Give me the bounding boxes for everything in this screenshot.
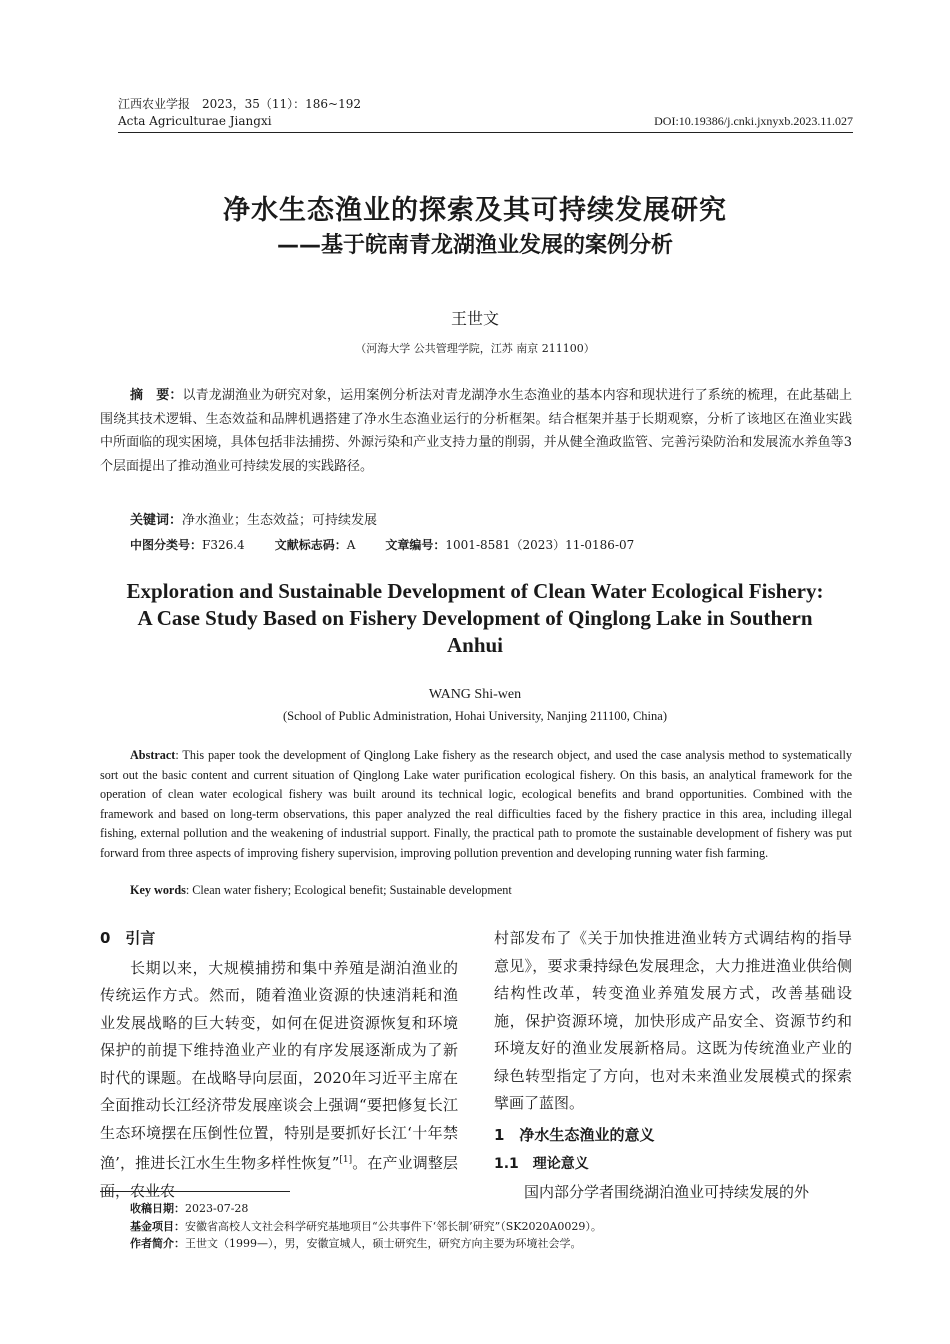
article-no-label: 文章编号： — [385, 538, 446, 552]
para-text: 长期以来，大规模捕捞和集中养殖是湖泊渔业的传统运作方式。然而，随着渔业资源的快速消耗和渔业发展战略的巨大转变，如何在促进资源恢复和环境保护的前提下维持渔业产业的有序发展逐渐成为了新时代的课题。在战略导向层面，2020年习近平主席在全面推动长江经济带发展座谈会上强调“要把修复长江生态环境摆在压倒性位置，特别是要抓好长江‘十年禁渔’，推进长江水生生物多样性恢复” — [100, 958, 458, 1172]
author-bio-label: 作者简介： — [130, 1237, 185, 1250]
fund-label: 基金项目： — [130, 1219, 185, 1233]
article-no-value: 1001-8581（2023）11-0186-07 — [445, 538, 635, 552]
keywords-zh-label: 关键词： — [130, 513, 183, 528]
keywords-zh-text: 净水渔业；生态效益；可持续发展 — [182, 513, 378, 528]
received-label: 收稿日期： — [130, 1202, 185, 1215]
footnote-rule — [100, 1191, 290, 1192]
section-0-heading: 0 引言 — [100, 929, 156, 947]
continued-paragraph: 村部发布了《关于加快推进渔业转方式调结构的指导意见》，要求秉持绿色发展理念，大力推进渔业供给侧结构性改革，转变渔业养殖发展方式，改善基础设施，保护资源环境，加快形成产品安全、资源节约和环境友好的渔业发展新格局。这既为传统渔业产业的绿色转型指定了方向，也对未来渔业发展模式的探索擘画了蓝图。 — [494, 929, 852, 1112]
section-0-paragraph — [100, 955, 458, 1206]
abstract-en-text: : This paper took the development of Qinglong Lake fishery as the research object, and used the case analysis method to systematically sort out the basic content and current situation of Qinglong Lake water purification ecological fishery. On this basis, an analytical framework for the operation of clean water ecological fishery was built around its technical logic, ecological benefits and brand opportunities. Combined with the framework and based on long-term observations, this paper analyzed the real difficulties faced by the fishery practice in this area, including illegal fishing, external pollution and the weakening of industrial support. Finally, the practical path to promote the sustainable development of fishery was put forward from three aspects of improving fishery supervision, improving pollution prevention and developing running water fish farming. — [100, 748, 852, 860]
section-1-1-paragraph: 国内部分学者围绕湖泊渔业可持续发展的外 — [524, 1182, 810, 1201]
affiliation-zh: （河海大学 公共管理学院，江苏 南京 211100） — [355, 342, 595, 355]
journal-name-en: Acta Agriculturae Jiangxi — [118, 114, 272, 128]
doc-code-value: A — [346, 538, 356, 552]
doi[interactable]: DOI:10.19386/j.cnki.jxnyxb.2023.11.027 — [654, 114, 853, 128]
keywords-zh — [130, 509, 377, 528]
classification-line — [130, 536, 634, 553]
author-bio-value: 王世文（1999—），男，安徽宣城人，硕士研究生，研究方向主要为环境社会学。 — [185, 1237, 582, 1250]
keywords-en-label: Key words — [130, 883, 186, 897]
abstract-zh-label: 摘 要： — [130, 388, 183, 403]
header-rule — [118, 132, 853, 133]
abstract-zh — [100, 384, 852, 478]
citation[interactable]: [1] — [339, 1155, 353, 1165]
author-zh: 王世文 — [450, 309, 499, 328]
doc-code-label: 文献标志码： — [274, 538, 347, 552]
body-left-column — [100, 925, 458, 1205]
affiliation-en: (School of Public Administration, Hohai University, Nanjing 211100, China) — [283, 709, 667, 723]
para-text-cont: 。在产业调整层面，农业农 — [100, 1154, 458, 1200]
keywords-en-text: : Clean water fishery; Ecological benefit; Sustainable development — [185, 883, 512, 897]
fund-value: 安徽省高校人文社会科学研究基地项目“公共事件下‘邻长制’研究”（SK2020A0029）。 — [185, 1219, 602, 1233]
received-value: 2023-07-28 — [185, 1202, 249, 1215]
journal-name-zh: 江西农业学报 — [118, 97, 191, 111]
journal-header — [118, 96, 361, 130]
title-en-text: Exploration and Sustainable Development of Clean Water Ecological Fishery: A Case Study Based on Fishery Development of Qinglong Lake in Southern Anhui — [126, 579, 824, 657]
abstract-en-label: Abstract — [130, 748, 176, 762]
subtitle-zh: ——基于皖南青龙湖渔业发展的案例分析 — [276, 233, 673, 258]
abstract-zh-text: 以青龙湖渔业为研究对象，运用案例分析法对青龙湖净水生态渔业的基本内容和现状进行了系统的梳理，在此基础上围绕其技术逻辑、生态效益和品牌机遇搭建了净水生态渔业运行的分析框架。结合框架并基于长期观察，分析了该地区在渔业实践中所面临的现实困境，具体包括非法捕捞、外源污染和产业支持力量的削弱，并从健全渔政监管、完善污染防治和发展流水养鱼等3个层面提出了推动渔业可持续发展的实践路径。 — [100, 388, 852, 474]
clc-label: 中图分类号： — [130, 538, 203, 552]
volume-info: 2023，35（11）：186~192 — [202, 97, 361, 111]
clc-value: F326.4 — [202, 538, 245, 552]
footnote — [130, 1200, 850, 1253]
body-right-column — [494, 925, 852, 1206]
title-zh: 净水生态渔业的探索及其可持续发展研究 — [223, 195, 727, 226]
title-en — [0, 578, 950, 659]
keywords-en — [130, 883, 512, 898]
author-en: WANG Shi-wen — [428, 687, 522, 702]
section-1-heading: 1 净水生态渔业的意义 — [494, 1125, 655, 1144]
section-1-1-heading: 1.1 理论意义 — [494, 1156, 589, 1172]
abstract-en — [100, 746, 852, 863]
